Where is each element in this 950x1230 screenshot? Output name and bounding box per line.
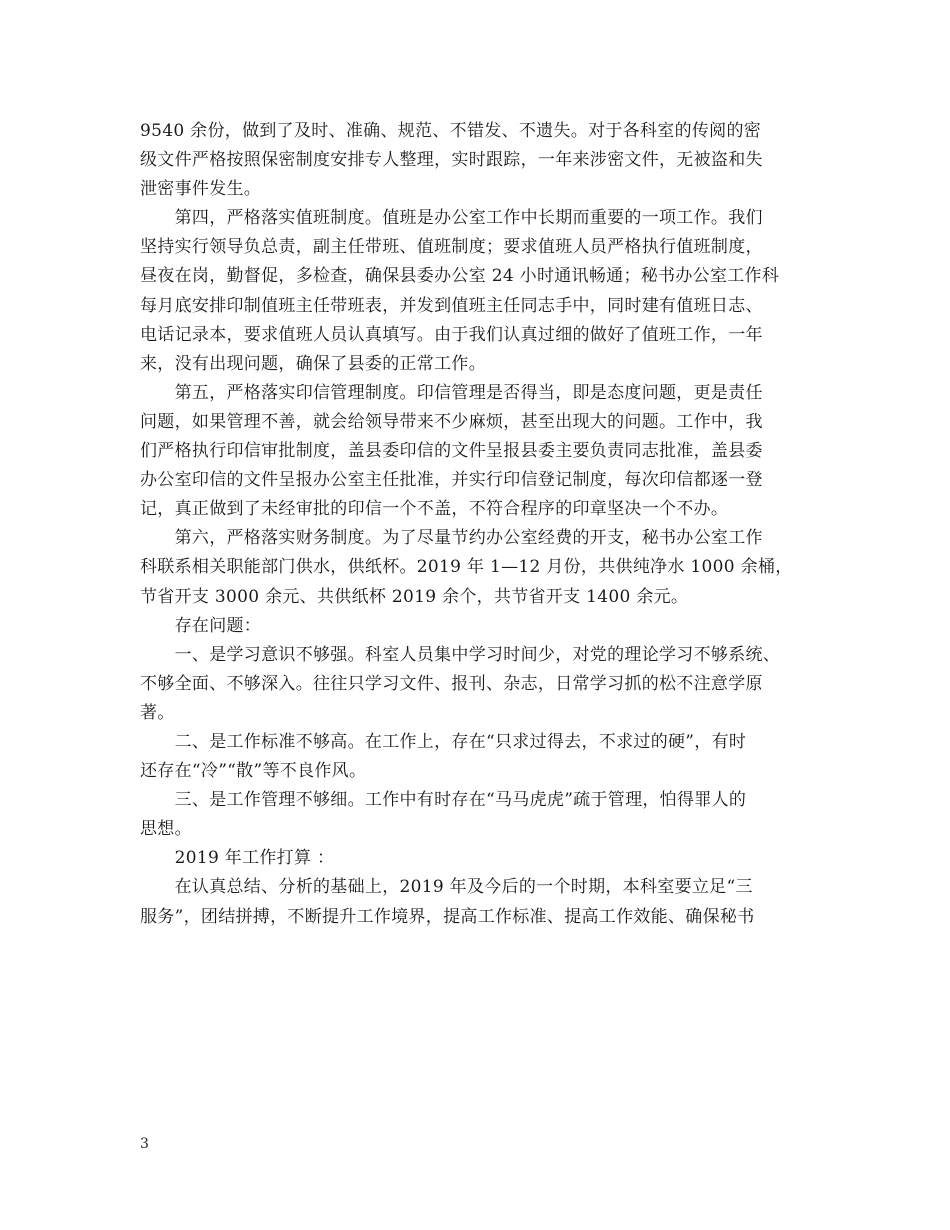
document-body: [140, 117, 820, 932]
text-line: 电话记录本，要求值班人员认真填写。由于我们认真过细的做好了值班工作，一年: [140, 324, 763, 345]
text-line: 一、是学习意识不够强。科室人员集中学习时间少，对党的理论学习不够系统、: [140, 644, 781, 665]
text-line: 9540 余份，做到了及时、准确、规范、不错发、不遗失。对于各科室的传阅的密: [140, 121, 762, 141]
text-line: 第五，严格落实印信管理制度。印信管理是否得当，即是态度问题，更是责任: [140, 382, 763, 403]
text-line: 存在问题：: [140, 615, 262, 636]
paragraph-finance-system: [140, 524, 820, 611]
text-line: 泄密事件发生。: [140, 179, 262, 200]
text-line: 在认真总结、分析的基础上，2019 年及今后的一个时期，本科室要立足“三: [140, 877, 753, 898]
text-line: 节省开支 3000 余元、共供纸杯 2019 余个，共节省开支 1400 余元。: [140, 586, 689, 607]
text-line: 问题，如果管理不善，就会给领导带来不少麻烦，甚至出现大的问题。工作中，我: [140, 411, 763, 432]
paragraph-problem-1: [140, 641, 820, 728]
heading-existing-problems: [140, 612, 820, 641]
text-line: 2019 年工作打算 ：: [140, 848, 335, 869]
paragraph-problem-2: [140, 728, 820, 786]
heading-work-plan: [140, 844, 820, 873]
text-line: 每月底安排印制值班主任带班表，并发到值班主任同志手中，同时建有值班日志、: [140, 295, 763, 316]
text-line: 昼夜在岗，勤督促，多检查，确保县委办公室 24 小时通讯畅通；秘书办公室工作科: [140, 266, 780, 287]
text-line: 三、是工作管理不够细。工作中有时存在“马马虎虎”疏于管理，怕得罪人的: [140, 790, 747, 811]
text-line: 第六，严格落实财务制度。为了尽量节约办公室经费的开支，秘书办公室工作: [140, 528, 763, 549]
text-line: 们严格执行印信审批制度，盖县委印信的文件呈报县委主要负责同志批准，盖县委: [140, 441, 763, 462]
paragraph-duty-system: [140, 204, 820, 379]
text-line: 来，没有出现问题，确保了县委的正常工作。: [140, 353, 486, 374]
text-line: 二、是工作标准不够高。在工作上，存在“只求过得去，不求过的硬”，有时: [140, 731, 747, 752]
text-line: 记，真正做到了未经审批的印信一个不盖，不符合程序的印章坚决一个不办。: [140, 499, 729, 520]
text-line: 思想。: [140, 819, 192, 840]
paragraph-seal-management: [140, 379, 820, 524]
paragraph-problem-3: [140, 786, 820, 844]
text-line: 著。: [140, 702, 175, 723]
text-line: 服务”，团结拼搏，不断提升工作境界，提高工作标准、提高工作效能、确保秘书: [140, 906, 755, 927]
text-line: 科联系相关职能部门供水，供纸杯。2019 年 1—12 月份，共供纯净水 1000 余桶，: [140, 557, 793, 578]
page-number: 3: [140, 1136, 149, 1152]
paragraph-1: [140, 117, 820, 204]
text-line: 第四，严格落实值班制度。值班是办公室工作中长期而重要的一项工作。我们: [140, 208, 763, 229]
text-line: 不够全面、不够深入。往往只学习文件、报刊、杂志，日常学习抓的松不注意学原: [140, 673, 763, 694]
text-line: 坚持实行领导负总责，副主任带班、值班制度；要求值班人员严格执行值班制度，: [140, 237, 763, 258]
text-line: 还存在“冷”“散”等不良作风。: [140, 761, 367, 782]
text-line: 办公室印信的文件呈报办公室主任批准，并实行印信登记制度，每次印信都逐一登: [140, 470, 763, 491]
text-line: 级文件严格按照保密制度安排专人整理，实时跟踪，一年来涉密文件，无被盗和失: [140, 150, 763, 171]
paragraph-work-plan: [140, 873, 820, 931]
